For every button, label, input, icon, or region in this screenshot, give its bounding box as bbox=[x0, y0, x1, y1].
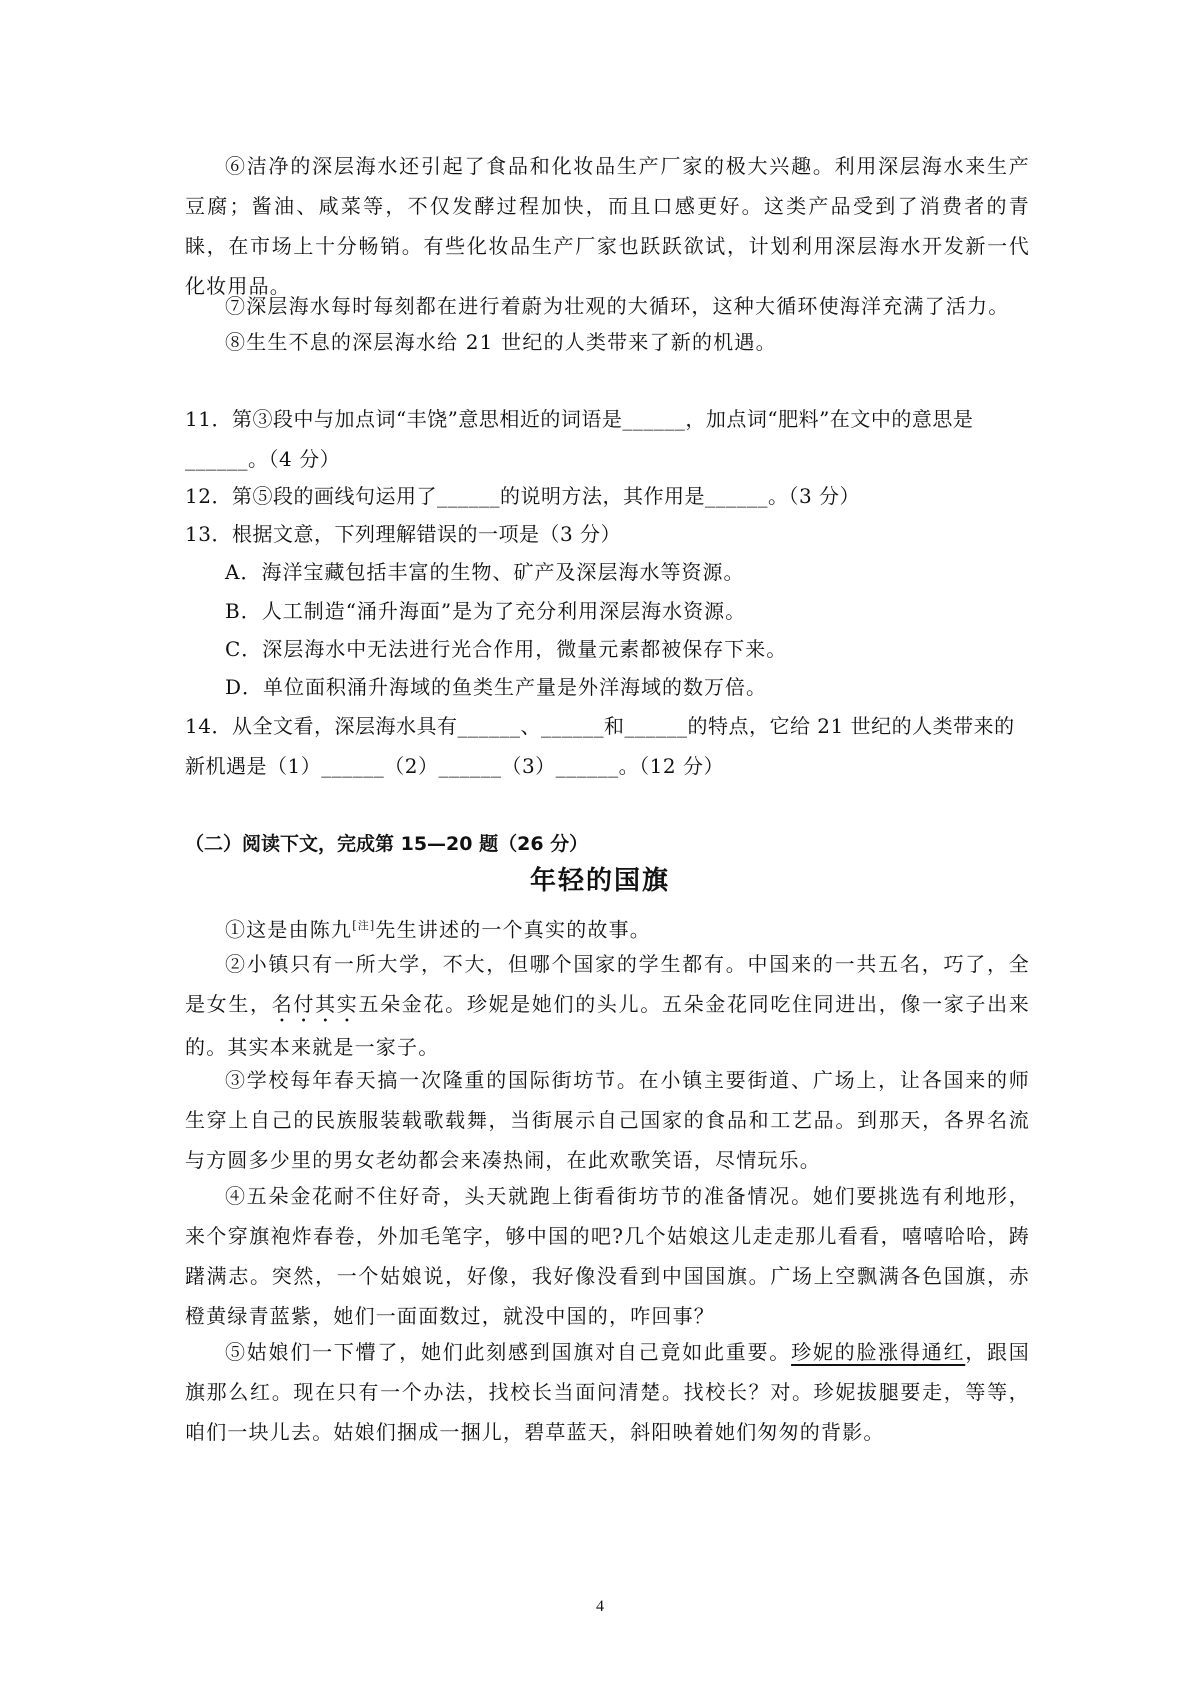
question-13: 13．根据文意，下列理解错误的一项是（3 分） bbox=[185, 522, 622, 546]
underlined-sentence: 珍妮的脸涨得通红 bbox=[791, 1340, 966, 1364]
dotted-word: 名付其实 bbox=[271, 992, 359, 1016]
paragraph-8: ⑧生生不息的深层海水给 21 世纪的人类带来了新的机遇。 bbox=[225, 330, 777, 354]
story-paragraph-2 bbox=[185, 944, 1030, 1067]
p5-text-b: ，跟国旗那么红。现在只有一个办法，找校长当面问清楚。找校长？对。珍妮拔腿要走，等等，咱们一块儿去。姑娘们捆成一捆儿，碧草蓝天，斜阳映着她们匆匆的背影。 bbox=[185, 1340, 1030, 1444]
p1-text-after: 先生讲述的一个真实的故事。 bbox=[375, 917, 651, 942]
section-heading: （二）阅读下文，完成第 15—20 题（26 分） bbox=[185, 833, 589, 855]
page-number: 4 bbox=[596, 1598, 604, 1615]
p5-text-a: ⑤姑娘们一下懵了，她们此刻感到国旗对自己竟如此重要。 bbox=[225, 1340, 792, 1364]
footnote-marker: [注] bbox=[352, 919, 376, 932]
question-11: 11．第③段中与加点词“丰饶”意思相近的词语是______，加点词“肥料”在文中的意思是______。（4 分） bbox=[185, 407, 974, 471]
option-a: A．海洋宝藏包括丰富的生物、矿产及深层海水等资源。 bbox=[225, 560, 745, 584]
p1-text-before: ①这是由陈九 bbox=[225, 917, 353, 942]
option-b: B．人工制造“涌升海面”是为了充分利用深层海水资源。 bbox=[225, 599, 747, 623]
option-c: C．深层海水中无法进行光合作用，微量元素都被保存下来。 bbox=[225, 637, 788, 661]
question-14: 14．从全文看，深层海水具有______、______和______的特点，它给 21 世纪的人类带来的新机遇是（1）______（2）______（3）______。（12 分） bbox=[185, 714, 1015, 778]
paragraph-6: ⑥洁净的深层海水还引起了食品和化妆品生产厂家的极大兴趣。利用深层海水来生产豆腐；酱油、咸菜等，不仅发酵过程加快，而且口感更好。这类产品受到了消费者的青睐，在市场上十分畅销。有些化妆品生产厂家也跃跃欲试，计划利用深层海水开发新一代化妆用品。 bbox=[185, 154, 1030, 298]
story-paragraph-4: ④五朵金花耐不住好奇，头天就跑上街看街坊节的准备情况。她们要挑选有利地形，来个穿旗袍炸春卷，外加毛笔字，够中国的吧?几个姑娘这儿走走那儿看看，嘻嘻哈哈，踌躇满志。突然，一个姑娘说，好像，我好像没看到中国国旗。广场上空飘满各色国旗，赤橙黄绿青蓝紫，她们一面面数过，就没中国的，咋回事？ bbox=[185, 1184, 1030, 1328]
option-d: D．单位面积涌升海域的鱼类生产量是外洋海域的数万倍。 bbox=[225, 675, 768, 699]
p2-text-a: ②小镇只有一所大学，不大，但哪个国家的学生都有。中国来的一共五名，巧了，全是女生， bbox=[185, 952, 1030, 1016]
p2-text-b: 五朵金花。珍妮是她们的头儿。五朵金花同吃住同进出，像一家子出来的。其实本来就是一家子。 bbox=[185, 992, 1030, 1059]
question-12: 12．第⑤段的画线句运用了______的说明方法，其作用是______。（3 分） bbox=[185, 484, 861, 508]
story-paragraph-3: ③学校每年春天搞一次隆重的国际街坊节。在小镇主要街道、广场上，让各国来的师生穿上自己的民族服装载歌载舞，当街展示自己国家的食品和工艺品。到那天，各界名流与方圆多少里的男女老幼都会来凑热闹，在此欢歌笑语，尽情玩乐。 bbox=[185, 1068, 1030, 1172]
story-paragraph-5 bbox=[185, 1332, 1030, 1452]
passage-title: 年轻的国旗 bbox=[529, 866, 670, 896]
paragraph-7: ⑦深层海水每时每刻都在进行着蔚为壮观的大循环，这种大循环使海洋充满了活力。 bbox=[225, 294, 1010, 318]
